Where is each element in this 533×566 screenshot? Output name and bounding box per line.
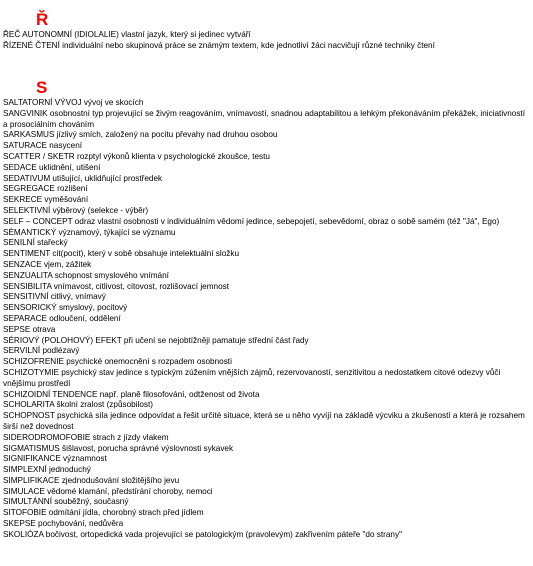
glossary-entry: SÉRIOVÝ (POLOHOVÝ) EFEKT při učení se nejobtížněji pamatuje střední část řady xyxy=(3,335,309,345)
glossary-entry: SERVILNÍ podlézavý xyxy=(3,346,80,356)
glossary-entry: SENSITIVNÍ citlivý, vnímavý xyxy=(3,292,106,302)
glossary-entry: SCATTER / SKETR rozptyl výkonů klienta v psychologické zkoušce, testu xyxy=(3,151,270,161)
glossary-entry: SARKASMUS jízlivý smích, založený na pocitu převahy nad druhou osobou xyxy=(3,130,278,140)
glossary-entry: SEPARACE odloučení, oddělení xyxy=(3,313,121,323)
glossary-entry: ŘÍZENÉ ČTENÍ individuální nebo skupinová práce se známým textem, kde jednotliví žáci nacvičují různé techniky čtení xyxy=(3,40,435,50)
glossary-entry: SIMPLIFIKACE zjednodušování složitějšího jevu xyxy=(3,475,180,485)
glossary-entry: SEPSE otrava xyxy=(3,324,56,334)
glossary-entry: SIMULACE vědomé klamání, předstírání choroby, nemoci xyxy=(3,486,213,496)
glossary-entry: SEDATIVUM utišující, uklidňující prostředek xyxy=(3,173,163,183)
section-s-entries xyxy=(3,98,531,541)
glossary-entry: SELF – CONCEPT odraz vlastní osobnosti v individuálním vědomí jedince, sebepojetí, sebevědomí, obraz o sobě samém (též "Já", Ego) xyxy=(3,216,500,226)
glossary-entry: SALTATORNÍ VÝVOJ vývoj ve skocích xyxy=(3,98,144,107)
glossary-entry: SIGMATISMUS šišlavost, porucha správné výslovnosti sykavek xyxy=(3,443,234,453)
glossary-entry: SENSIBILITA vnímavost, citlivost, citovost, rozlišovací jemnost xyxy=(3,281,229,291)
glossary-entry: SCHIZOFRENIE psychické onemocnění s rozpadem osobnosti xyxy=(3,357,232,367)
glossary-entry: SENZUALITA schopnost smyslového vnímání xyxy=(3,270,169,280)
glossary-entry: SEKRECE vyměšování xyxy=(3,195,89,205)
glossary-entry: SELEKTIVNÍ výběrový (selekce - výběr) xyxy=(3,205,149,215)
glossary-entry: SIMPLEXNÍ jednoduchý xyxy=(3,465,91,475)
glossary-entry: SITOFOBIE odmítání jídla, chorobný strach před jídlem xyxy=(3,508,204,518)
glossary-entry: SANGVINIK osobnostní typ projevující se živým reagováním, vnímavostí, snadnou adaptabilitou a lehkým překonáváním překážek, iniciativností a prosociálním chováním xyxy=(3,108,525,129)
glossary-entry: SÉMANTICKÝ významový, týkající se významu xyxy=(3,227,176,237)
glossary-entry: SIDERODROMOFOBIE strach z jízdy vlakem xyxy=(3,432,169,442)
glossary-entry: ŘEČ AUTONOMNÍ (IDIOLALIE) vlastní jazyk, který si jedinec vytváří xyxy=(3,30,251,39)
glossary-entry: SENTIMENT cit(pocit), který v sobě obsahuje intelektuální složku xyxy=(3,249,240,259)
glossary-entry: SCHIZOTYMIE psychický stav jedince s typickým zúžením vnějších zájmů, rezervovaností, senzitivitou a nedostatkem citové odezvy vůči vnějšímu prostředí xyxy=(3,367,501,388)
glossary-entry: SKEPSE pochybování, nedůvěra xyxy=(3,519,124,529)
glossary-entry: SEDACE uklidnění, utišení xyxy=(3,162,101,172)
section-letter-r: Ř xyxy=(36,10,49,29)
glossary-entry: SCHIZOIDNÍ TENDENCE např. planě filosofování, odtženost od života xyxy=(3,389,260,399)
section-r-entries xyxy=(3,30,531,52)
glossary-entry: SEGREGACE rozlišení xyxy=(3,184,88,194)
section-letter-s: S xyxy=(36,78,48,97)
glossary-entry: SKOLIÓZA bočivost, ortopedická vada projevující se patologickým (pravolevým) zakřivením páteře "do strany" xyxy=(3,529,402,539)
glossary-entry: SENSORICKÝ smyslový, pocitový xyxy=(3,303,128,313)
glossary-entry: SENILNÍ stařecký xyxy=(3,238,68,248)
glossary-entry: SENZACE vjem, zážitek xyxy=(3,259,92,269)
glossary-entry: SIMULTÁNNÍ souběžný, současný xyxy=(3,497,129,507)
glossary-entry: SATURACE nasycení xyxy=(3,141,83,151)
glossary-entry: SCHOLARITA školní zralost (způsobilost) xyxy=(3,400,153,410)
glossary-entry: SIGNIFIKANCE významnost xyxy=(3,454,107,464)
glossary-entry: SCHOPNOST psychická síla jedince odpovídat a řešit určité situace, která se u něho vyvíjí na základě výcviku a zkušeností a která je rozsahem širší než dovednost xyxy=(3,411,525,431)
